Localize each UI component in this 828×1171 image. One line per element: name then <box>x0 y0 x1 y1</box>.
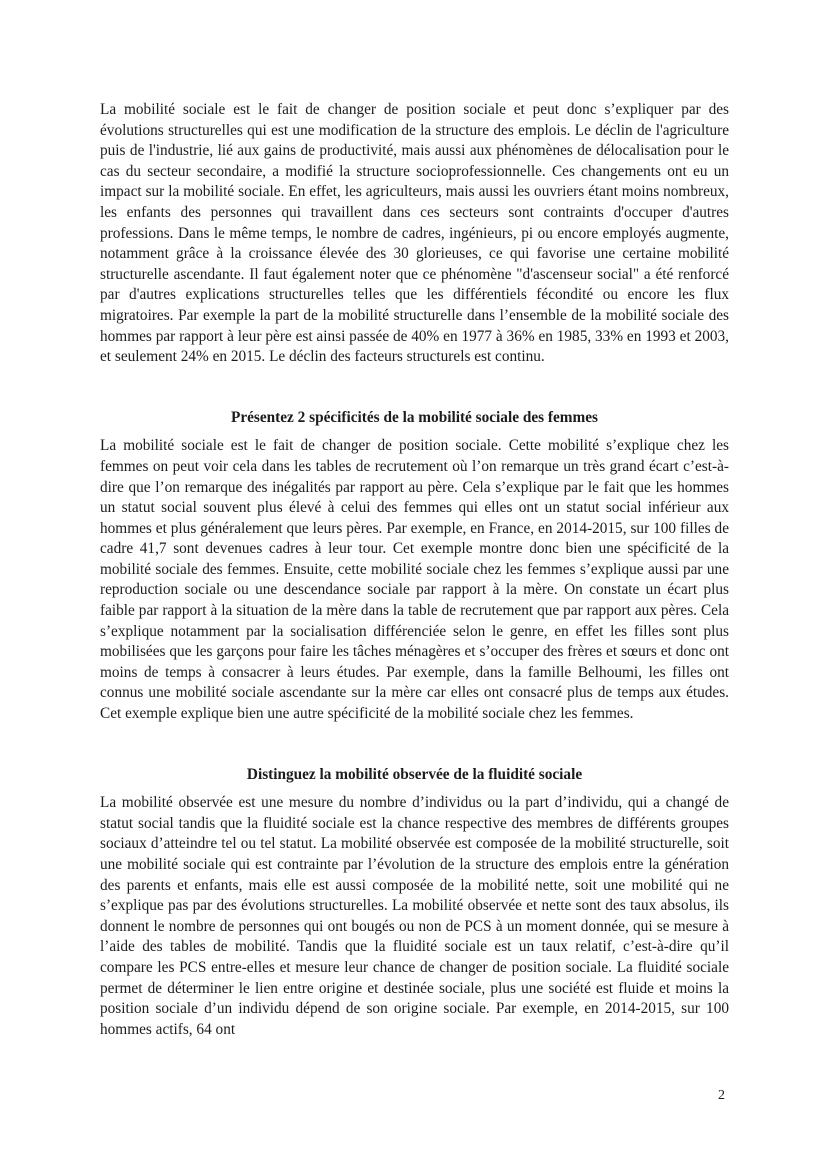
document-page <box>100 100 729 1040</box>
paragraph-observed-vs-fluidity: La mobilité observée est une mesure du nombre d’individus ou la part d’individu, qui a changé de statut social tandis que la fluidité sociale est la chance respective des membres de différents groupes sociaux d’atteindre tel ou tel statut. La mobilité observée est composée de la mobilité structurelle, soit une mobilité sociale qui est contrainte par l’évolution de la structure des emplois entre la génération des parents et enfants, mais elle est aussi composée de la mobilité nette, soit une mobilité qui ne s’explique pas par des évolutions structurelles. La mobilité observée et nette sont des taux absolus, ils donnent le nombre de personnes qui ont bougés ou non de PCS à un moment donnée, qui se mesure à l’aide des tables de mobilité. Tandis que la fluidité sociale est un taux relatif, c’est-à-dire qu’il compare les PCS entre-elles et mesure leur chance de changer de position sociale. La fluidité sociale permet de déterminer le lien entre origine et destinée sociale, plus une société est fluide et moins la position sociale d’un individu dépend de son origine sociale. Par exemple, en 2014-2015, sur 100 hommes actifs, 64 ont <box>100 794 729 1038</box>
section-heading-women-mobility: Présentez 2 spécificités de la mobilité sociale des femmes <box>230 408 598 426</box>
paragraph-women-mobility: La mobilité sociale est le fait de changer de position sociale. Cette mobilité s’explique chez les femmes on peut voir cela dans les tables de recrutement où l’on remarque un très grand écart c’est-à-dire que l’on remarque des inégalités par rapport au père. Cela s’explique par le fait que les hommes un statut social souvent plus élevé à celui des femmes qui elles ont un statut social inférieur aux hommes et plus généralement que leurs pères. Par exemple, en France, en 2014-2015, sur 100 filles de cadre 41,7 sont devenues cadres à leur tour. Cet exemple montre donc bien une spécificité de la mobilité sociale des femmes. Ensuite, cette mobilité sociale chez les femmes s’explique aussi par une reproduction sociale ou une descendance sociale par rapport à la mère. On constate un écart plus faible par rapport à la situation de la mère dans la table de recrutement que par rapport aux pères. Cela s’explique notamment par la socialisation différenciée selon le genre, en effet les filles sont plus mobilisées que les garçons pour faire les tâches ménagères et s’occuper des frères et sœurs et donc ont moins de temps à consacrer à leurs études. Par exemple, dans la famille Belhoumi, les filles ont connus une mobilité sociale ascendante sur la mère car elles ont consacré plus de temps aux études. Cet exemple explique bien une autre spécificité de la mobilité sociale chez les femmes. <box>100 437 729 723</box>
paragraph-structural-mobility: La mobilité sociale est le fait de changer de position sociale et peut donc s’expliquer par des évolutions structurelles qui est une modification de la structure des emplois. Le déclin de l'agriculture puis de l'industrie, lié aux gains de productivité, mais aussi aux phénomènes de délocalisation pour le cas du secteur secondaire, a modifié la structure socioprofessionnelle. Ces changements ont eu un impact sur la mobilité sociale. En effet, les agriculteurs, mais aussi les ouvriers étant moins nombreux, les enfants des personnes qui travaillent dans ces secteurs sont contraints d'occuper d'autres professions. Dans le même temps, le nombre de cadres, ingénieurs, pi ou encore employés augmente, notamment grâce à la croissance élevée des 30 glorieuses, ce qui favorise une certaine mobilité structurelle ascendante. Il faut également noter que ce phénomène "d'ascenseur social" a été renforcé par d'autres explications structurelles telles que les différentiels fécondité ou encore les flux migratoires. Par exemple la part de la mobilité structurelle dans l’ensemble de la mobilité sociale des hommes par rapport à leur père est ainsi passée de 40% en 1977 à 36% en 1985, 33% en 1993 et 2003, et seulement 24% en 2015. Le déclin des facteurs structurels est continu. <box>100 101 729 366</box>
section-heading-observed-vs-fluidity: Distinguez la mobilité observée de la fluidité sociale <box>246 765 583 783</box>
page-number: 2 <box>718 1088 725 1103</box>
